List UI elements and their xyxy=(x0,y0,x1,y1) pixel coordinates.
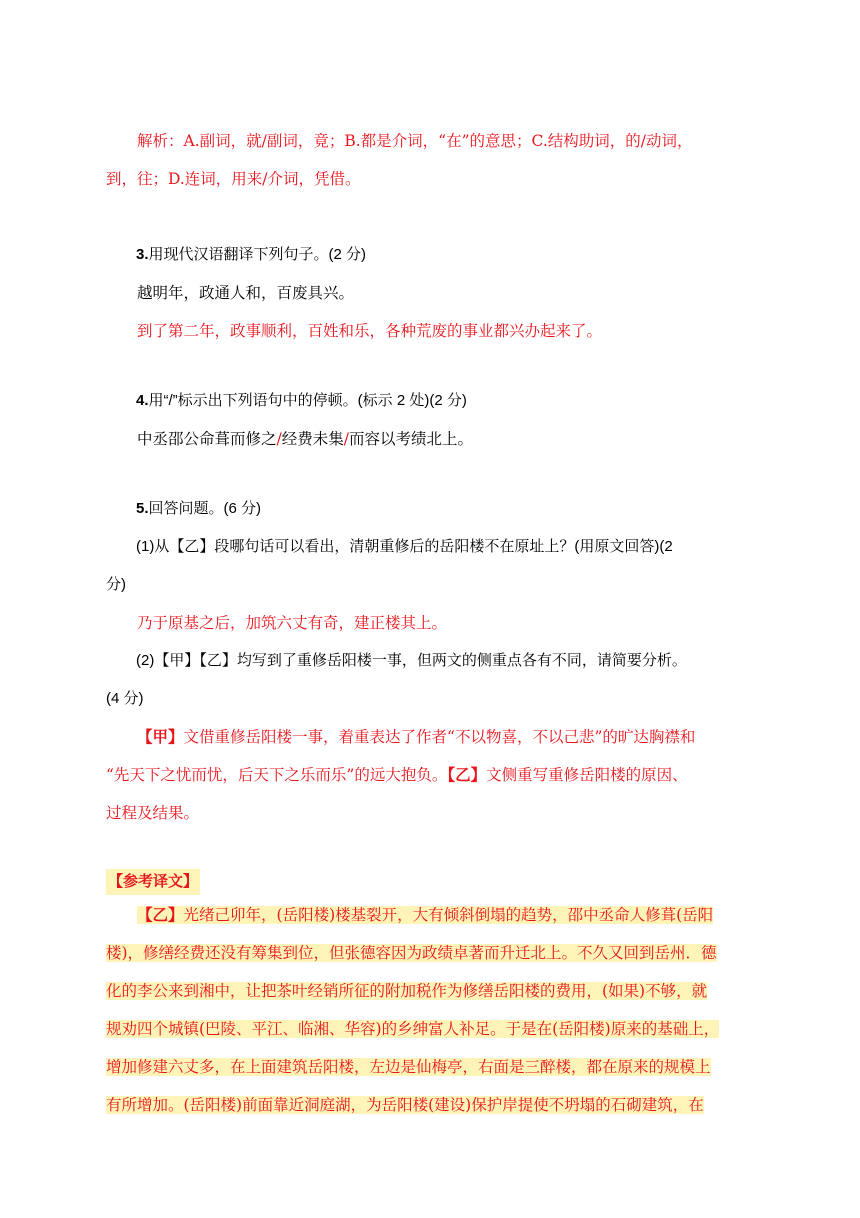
sentence-segment-2: 经费未集 xyxy=(281,430,344,448)
question-3 xyxy=(106,236,754,350)
translation-line-1 xyxy=(106,896,754,934)
question-3-prompt xyxy=(106,236,754,274)
pause-mark-2: / xyxy=(343,430,349,448)
answer-text-2a: “先天下之忧而忧，后天下之乐而乐”的远大抱负。 xyxy=(106,766,448,784)
question-4-prompt xyxy=(106,382,754,420)
reference-translation xyxy=(106,896,754,1124)
sentence-segment-1: 中丞邵公命葺而修之 xyxy=(137,430,277,448)
question-5-sub2-line1: (2)【甲】【乙】均写到了重修岳阳楼一事，但两文的侧重点各有不同，请简要分析。 xyxy=(136,652,687,669)
question-5-sub1-line2: 分) xyxy=(106,576,126,593)
analysis-block xyxy=(106,122,754,198)
translation-line-3: 化的李公来到湘中，让把茶叶经销所征的附加税作为修缮岳阳楼的费用，(如果)不够，就 xyxy=(106,982,708,1000)
question-5-sub2-answer-line1 xyxy=(106,718,754,756)
question-5-sub2-answer-line3: 过程及结果。 xyxy=(106,804,200,822)
sentence-segment-3: 而容以考绩北上。 xyxy=(349,430,474,448)
translation-line-2: 楼)，修缮经费还没有筹集到位，但张德容因为政绩卓著而升迁北上。不久又回到岳州．德 xyxy=(106,944,717,962)
question-5 xyxy=(106,490,754,832)
translation-tag-yi: 【乙】 xyxy=(137,905,184,924)
question-4-number: 4. xyxy=(136,392,149,409)
question-3-text: 用现代汉语翻译下列句子。(2 分) xyxy=(148,246,367,263)
analysis-line-1: 解析：A.副词，就/副词，竟；B.都是介词，“在”的意思；C.结构助词，的/动词， xyxy=(137,132,693,150)
translation-line-6: 有所增加。(岳阳楼)前面靠近洞庭湖，为岳阳楼(建设)保护岸提使不坍塌的石砌建筑，在 xyxy=(106,1096,704,1114)
translation-text-1: 光绪己卯年，(岳阳楼)楼基裂开，大有倾斜倒塌的趋势，邵中丞命人修葺(岳阳 xyxy=(183,906,714,924)
question-4 xyxy=(106,382,754,458)
answer-tag-jia: 【甲】 xyxy=(137,727,184,746)
answer-tag-yi: 【乙】 xyxy=(447,765,487,784)
question-5-sub1-line1: (1)从【乙】段哪句话可以看出，清朝重修后的岳阳楼不在原址上？(用原文回答)(2 xyxy=(136,538,673,555)
question-5-prompt xyxy=(106,490,754,528)
question-5-number: 5. xyxy=(136,500,149,517)
question-5-sub1-answer: 乃于原基之后，加筑六丈有奇，建正楼其上。 xyxy=(137,614,448,632)
analysis-line-2: 到，往；D.连词，用来/介词，凭借。 xyxy=(106,170,361,188)
reference-title: 【参考译文】 xyxy=(106,869,200,895)
question-5-text: 回答问题。(6 分) xyxy=(148,500,262,517)
translation-line-5: 增加修建六丈多，在上面建筑岳阳楼，左边是仙梅亭，右面是三醉楼，都在原来的规模上 xyxy=(106,1058,711,1076)
pause-mark-1: / xyxy=(276,430,282,448)
question-5-sub2-line2: (4 分) xyxy=(106,690,144,707)
question-5-sub2-answer-line2 xyxy=(106,756,754,794)
question-3-answer: 到了第二年，政事顺利，百姓和乐，各种荒废的事业都兴办起来了。 xyxy=(137,322,603,340)
question-4-sentence xyxy=(106,420,754,458)
answer-text-1: 文借重修岳阳楼一事，着重表达了作者“不以物喜，不以己悲”的旷达胸襟和 xyxy=(183,728,696,746)
question-3-sentence: 越明年，政通人和，百废具兴。 xyxy=(137,284,355,302)
answer-text-2b: 文侧重写重修岳阳楼的原因、 xyxy=(486,766,688,784)
question-3-number: 3. xyxy=(136,246,149,263)
translation-line-4: 规劝四个城镇(巴陵、平江、临湘、华容)的乡绅富人补足。于是在(岳阳楼)原来的基础上， xyxy=(106,1020,720,1038)
reference-title-block xyxy=(106,862,754,900)
question-4-text: 用“/”标示出下列语句中的停顿。(标示 2 处)(2 分) xyxy=(148,392,467,409)
